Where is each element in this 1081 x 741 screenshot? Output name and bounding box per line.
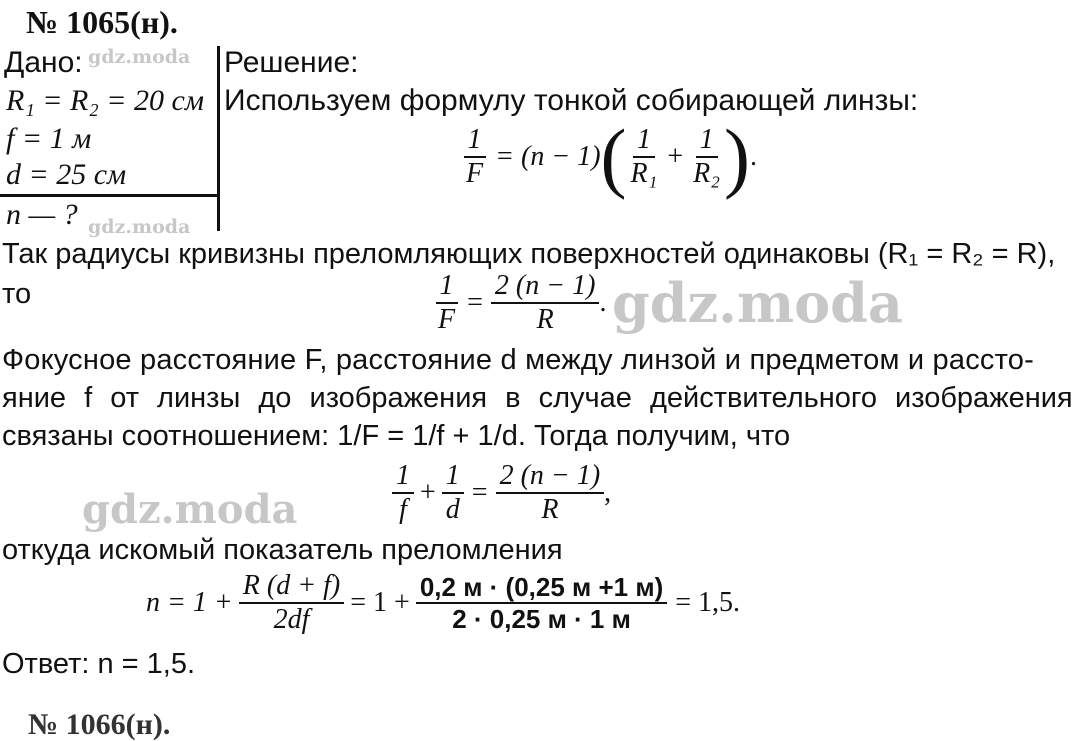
formula-final-result: = 1,5. [675,587,741,618]
formula-lens-term2 [689,126,724,188]
problem-number: № 1065(н). [26,4,178,40]
formula-final-lhs: n = 1 + [146,587,233,618]
given-radii: R₁ = R₂ = 20 см [6,84,204,117]
formula-lens [462,113,757,200]
fraction-denominator: R [541,494,559,525]
paragraph-radii-cont: то [2,278,32,310]
fraction-denominator: d [445,494,460,525]
fraction-denominator: F [466,158,484,189]
fraction-denominator: R₂ [693,158,721,189]
formula-final-frac2 [416,574,667,632]
formula-combined-end: , [604,477,612,508]
formula-lens-end: . [750,141,757,172]
paragraph-radii: Так радиусы кривизны преломляющих поверхностей одинаковы (R₁ = R₂ = R), [2,238,1056,270]
given-image-distance: f = 1 м [6,122,92,155]
formula-simplified [434,272,606,334]
watermark-logo: gdz.moda [88,216,191,238]
solution-title: Решение: [224,46,359,79]
given-separator [0,194,218,197]
formula-simplified-end: . [599,287,607,318]
formula-lens-lhs [462,126,487,188]
fraction-numerator: R (d + f) [239,572,344,604]
formula-lens-eq: = (n − 1) [495,141,601,172]
paragraph-focal-2: яние f от линзы до изображения в случае действительного изображения [2,382,1073,414]
fraction-numerator: 1 [392,462,414,494]
fraction-numerator: 1 [633,126,655,158]
solution-intro: Используем формулу тонкой собирающей линзы: [224,84,919,117]
formula-lens-term1 [627,126,662,188]
formula-combined-a [392,462,414,524]
watermark-logo: gdz.moda [82,486,298,533]
given-find: n — ? [6,198,78,231]
next-problem-number: № 1066(н). [28,708,171,741]
fraction-denominator: F [438,304,456,335]
paragraph-focal-3: связаны соотношением: 1/F = 1/f + 1/d. Тогда получим, что [2,420,791,452]
fraction-numerator: 2 (n − 1) [496,462,605,494]
fraction-numerator: 1 [436,272,458,304]
formula-combined-b [442,462,464,524]
fraction-denominator: R [536,304,554,335]
right-paren: ) [724,113,750,200]
equals-sign: = [467,287,483,318]
fraction-denominator: 2 · 0,25 м · 1 м [452,604,631,634]
answer: Ответ: n = 1,5. [2,648,196,680]
formula-combined [392,462,611,524]
watermark-logo: gdz.moda [612,271,903,335]
left-paren: ( [600,113,627,200]
plus-sign: + [667,141,684,172]
equals-sign: = [471,477,488,508]
plus-sign: + [420,477,436,508]
formula-simplified-lhs [434,272,459,334]
fraction-numerator: 2 (n − 1) [491,272,600,304]
fraction-denominator: f [399,494,407,525]
formula-final-frac1 [239,572,344,634]
fraction-denominator: 2df [273,604,310,635]
paragraph-result-intro: откуда искомый показатель преломления [2,534,563,566]
paragraph-focal-1: Фокусное расстояние F, расстояние d между линзой и предметом и рассто- [2,344,1034,376]
formula-combined-rhs [496,462,605,524]
fraction-numerator: 1 [464,126,486,158]
fraction-numerator: 1 [696,126,718,158]
watermark-logo: gdz.moda [88,46,191,68]
given-title: Дано: [4,46,83,79]
formula-final-mid: = 1 + [350,587,410,618]
formula-simplified-rhs [491,272,600,334]
fraction-numerator: 0,2 м · (0,25 м +1 м) [416,574,667,604]
formula-final [146,572,740,634]
given-divider [217,46,220,231]
fraction-numerator: 1 [442,462,464,494]
given-object-distance: d = 25 см [6,158,127,191]
fraction-denominator: R₁ [630,158,658,189]
